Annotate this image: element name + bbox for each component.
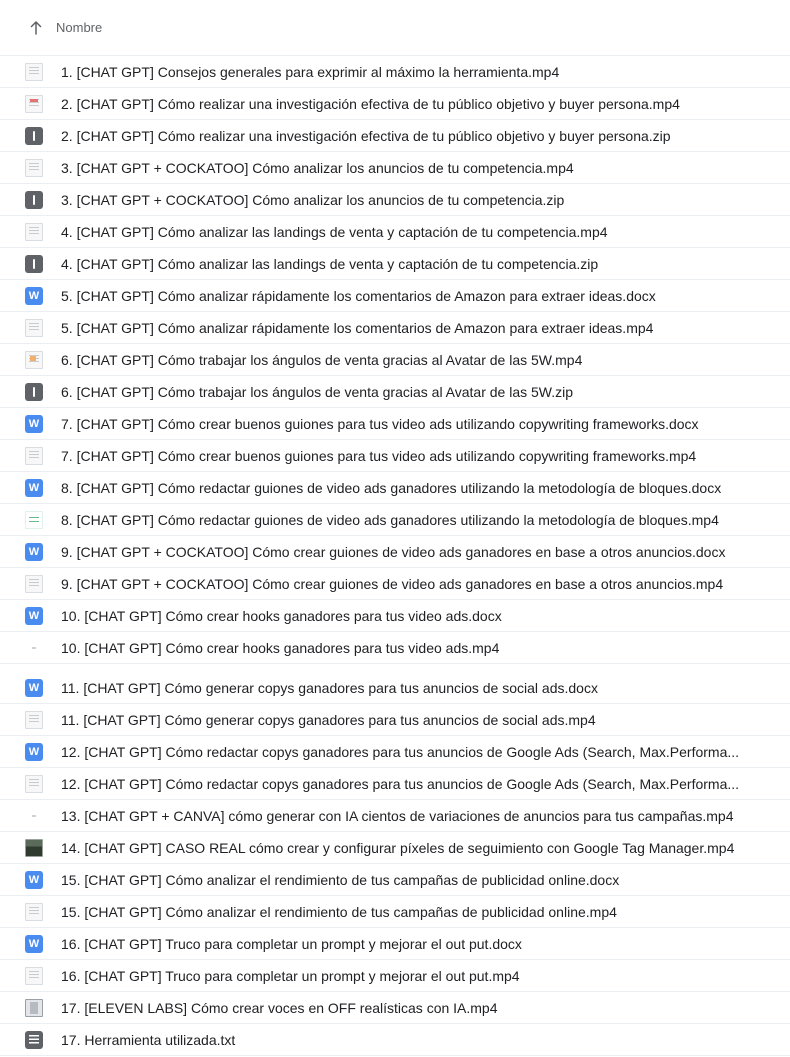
- name-column-label: Nombre: [56, 20, 103, 35]
- file-row[interactable]: [0, 864, 790, 896]
- file-name: 10. [CHAT GPT] Cómo crear hooks ganadores para tus video ads.mp4: [61, 639, 500, 656]
- video-thumbnail-icon: [25, 711, 43, 729]
- file-row[interactable]: [0, 704, 790, 736]
- file-row[interactable]: [0, 248, 790, 280]
- file-row[interactable]: [0, 800, 790, 832]
- video-thumbnail-icon: [25, 639, 43, 657]
- file-name: 14. [CHAT GPT] CASO REAL cómo crear y configurar píxeles de seguimiento con Google Tag Manager.mp4: [61, 839, 735, 856]
- file-list: [0, 56, 790, 1056]
- file-row[interactable]: [0, 568, 790, 600]
- file-row[interactable]: [0, 960, 790, 992]
- word-document-icon: W: [25, 935, 43, 953]
- file-row[interactable]: [0, 472, 790, 504]
- video-thumbnail-icon: [25, 447, 43, 465]
- file-row[interactable]: [0, 896, 790, 928]
- file-name: 8. [CHAT GPT] Cómo redactar guiones de video ads ganadores utilizando la metodología de bloques.mp4: [61, 511, 719, 528]
- zip-file-icon: [25, 191, 43, 209]
- video-thumbnail-icon: [25, 807, 43, 825]
- word-document-icon: W: [25, 415, 43, 433]
- file-name: 7. [CHAT GPT] Cómo crear buenos guiones para tus video ads utilizando copywriting frameworks.mp4: [61, 447, 697, 464]
- word-document-icon: W: [25, 479, 43, 497]
- file-row[interactable]: [0, 312, 790, 344]
- video-thumbnail-icon: [25, 511, 43, 529]
- file-name: 15. [CHAT GPT] Cómo analizar el rendimiento de tus campañas de publicidad online.docx: [61, 871, 620, 888]
- zip-file-icon: [25, 383, 43, 401]
- file-name: 9. [CHAT GPT + COCKATOO] Cómo crear guiones de video ads ganadores en base a otros anuncios.mp4: [61, 575, 724, 592]
- file-name: 12. [CHAT GPT] Cómo redactar copys ganadores para tus anuncios de Google Ads (Search, Max.Performa...: [61, 743, 740, 760]
- video-thumbnail-icon: [25, 159, 43, 177]
- video-thumbnail-icon: [25, 95, 43, 113]
- text-file-icon: [25, 1031, 43, 1049]
- word-document-icon: W: [25, 679, 43, 697]
- file-row[interactable]: [0, 600, 790, 632]
- file-name: 8. [CHAT GPT] Cómo redactar guiones de video ads ganadores utilizando la metodología de bloques.docx: [61, 479, 722, 496]
- video-thumbnail-icon: [25, 903, 43, 921]
- file-name: 17. [ELEVEN LABS] Cómo crear voces en OFF realísticas con IA.mp4: [61, 999, 498, 1016]
- file-row[interactable]: [0, 440, 790, 472]
- file-name: 3. [CHAT GPT + COCKATOO] Cómo analizar los anuncios de tu competencia.zip: [61, 191, 565, 208]
- file-name: 12. [CHAT GPT] Cómo redactar copys ganadores para tus anuncios de Google Ads (Search, Max.Performa...: [61, 775, 740, 792]
- file-name: 7. [CHAT GPT] Cómo crear buenos guiones para tus video ads utilizando copywriting frameworks.docx: [61, 415, 699, 432]
- file-name: 13. [CHAT GPT + CANVA] cómo generar con IA cientos de variaciones de anuncios para tus campañas.mp4: [61, 807, 734, 824]
- file-name: 6. [CHAT GPT] Cómo trabajar los ángulos de venta gracias al Avatar de las 5W.zip: [61, 383, 574, 400]
- file-row[interactable]: [0, 216, 790, 248]
- file-name: 1. [CHAT GPT] Consejos generales para exprimir al máximo la herramienta.mp4: [61, 63, 560, 80]
- file-row[interactable]: [0, 152, 790, 184]
- zip-file-icon: [25, 127, 43, 145]
- video-thumbnail-icon: [25, 319, 43, 337]
- file-name: 6. [CHAT GPT] Cómo trabajar los ángulos de venta gracias al Avatar de las 5W.mp4: [61, 351, 583, 368]
- video-thumbnail-icon: [25, 63, 43, 81]
- file-name: 11. [CHAT GPT] Cómo generar copys ganadores para tus anuncios de social ads.mp4: [61, 711, 596, 728]
- file-row[interactable]: [0, 992, 790, 1024]
- file-name: 9. [CHAT GPT + COCKATOO] Cómo crear guiones de video ads ganadores en base a otros anuncios.docx: [61, 543, 726, 560]
- zip-file-icon: [25, 255, 43, 273]
- word-document-icon: W: [25, 543, 43, 561]
- file-row[interactable]: [0, 184, 790, 216]
- word-document-icon: W: [25, 607, 43, 625]
- file-row[interactable]: [0, 504, 790, 536]
- file-row[interactable]: [0, 88, 790, 120]
- file-name: 3. [CHAT GPT + COCKATOO] Cómo analizar los anuncios de tu competencia.mp4: [61, 159, 574, 176]
- file-name: 15. [CHAT GPT] Cómo analizar el rendimiento de tus campañas de publicidad online.mp4: [61, 903, 617, 920]
- file-row[interactable]: [0, 120, 790, 152]
- word-document-icon: W: [25, 871, 43, 889]
- file-row[interactable]: [0, 736, 790, 768]
- name-column-header[interactable]: [0, 0, 790, 56]
- file-name: 16. [CHAT GPT] Truco para completar un prompt y mejorar el out put.mp4: [61, 967, 520, 984]
- file-row[interactable]: [0, 408, 790, 440]
- file-row[interactable]: [0, 632, 790, 664]
- file-name: 5. [CHAT GPT] Cómo analizar rápidamente los comentarios de Amazon para extraer ideas.docx: [61, 287, 656, 304]
- file-row[interactable]: [0, 280, 790, 312]
- file-row[interactable]: [0, 1024, 790, 1056]
- file-name: 2. [CHAT GPT] Cómo realizar una investigación efectiva de tu público objetivo y buyer persona.mp4: [61, 95, 680, 112]
- video-thumbnail-icon: [25, 775, 43, 793]
- file-name: 4. [CHAT GPT] Cómo analizar las landings de venta y captación de tu competencia.zip: [61, 255, 599, 272]
- word-document-icon: W: [25, 287, 43, 305]
- file-name: 2. [CHAT GPT] Cómo realizar una investigación efectiva de tu público objetivo y buyer persona.zip: [61, 127, 671, 144]
- word-document-icon: W: [25, 743, 43, 761]
- file-name: 4. [CHAT GPT] Cómo analizar las landings de venta y captación de tu competencia.mp4: [61, 223, 608, 240]
- file-name: 5. [CHAT GPT] Cómo analizar rápidamente los comentarios de Amazon para extraer ideas.mp4: [61, 319, 654, 336]
- file-name: 17. Herramienta utilizada.txt: [61, 1031, 236, 1048]
- video-thumbnail-icon: [25, 351, 43, 369]
- file-row[interactable]: [0, 768, 790, 800]
- sort-ascending-arrow-icon[interactable]: [30, 21, 42, 35]
- file-row[interactable]: [0, 536, 790, 568]
- video-thumbnail-icon: [25, 223, 43, 241]
- video-thumbnail-icon: [25, 999, 43, 1017]
- video-thumbnail-icon: [25, 839, 43, 857]
- file-name: 10. [CHAT GPT] Cómo crear hooks ganadores para tus video ads.docx: [61, 607, 502, 624]
- file-row[interactable]: [0, 376, 790, 408]
- file-row[interactable]: [0, 344, 790, 376]
- file-row[interactable]: [0, 832, 790, 864]
- file-name: 11. [CHAT GPT] Cómo generar copys ganadores para tus anuncios de social ads.docx: [61, 679, 598, 696]
- file-row[interactable]: [0, 672, 790, 704]
- file-row[interactable]: [0, 928, 790, 960]
- file-name: 16. [CHAT GPT] Truco para completar un prompt y mejorar el out put.docx: [61, 935, 522, 952]
- video-thumbnail-icon: [25, 575, 43, 593]
- video-thumbnail-icon: [25, 967, 43, 985]
- file-row[interactable]: [0, 56, 790, 88]
